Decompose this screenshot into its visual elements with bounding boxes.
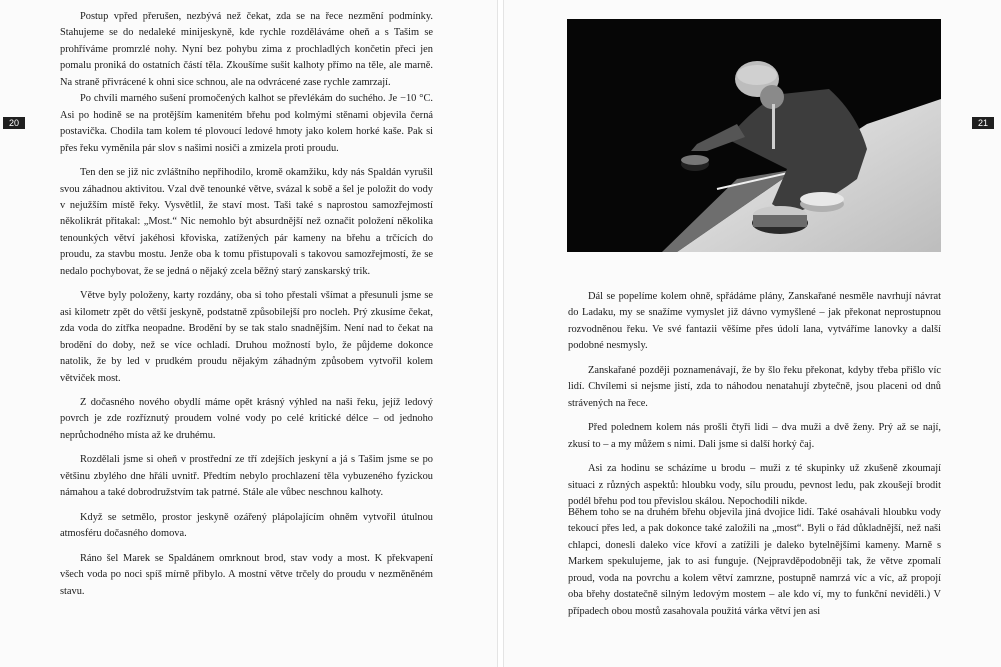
paragraph: Dál se popelíme kolem ohně, spřádáme plány, Zanskařané nesměle navrhují návrat do Ladaku, my se snažíme vymyslet již dávno vymyšlené – jak překonat neprostupnou rozvodněnou řeku. Ve své fantazii věšíme přes údolí lana, vytváříme lanovky a další podobné nesmysly.	[568, 291, 941, 352]
paragraph: Ten den se již nic zvláštního nepřihodilo, kromě okamžiku, kdy nás Spaldán vyrušil svou záhadnou aktivitou. Vzal dvě tenounké větve, svázal k sobě a šel je položit do vody v nejužším místě řeky. Vysvětlil, že staví most. Taši také s naprostou samozřejmostí několikrát přitakal: „Most.“ Nic nemohlo být absurdnější než označit položení několika tenounkých větví jakéhosi křoviska, zatížených pár kameny na břehu a trčících do proudu, za stavbu mostu. Jenže oba k tomu přistupovali s takovou samozřejmostí, že se nedalo pochybovat, že se jedná o nějaký zcela běžný starý zanskarský trik.	[60, 167, 433, 277]
right-text-column-top	[568, 289, 941, 507]
paragraph: Asi za hodinu se scházíme u brodu – muži z té skupinky už zkušeně zkoumají situaci z různých aspektů: hloubku vody, sílu proudu, pevnost ledu, pak zkoušejí brodit podél břehu pod tou převislou skálou. Nepochodili nikde.	[568, 463, 941, 507]
paragraph: Zanskařané později poznamenávají, že by šlo řeku překonat, kdyby třeba přišlo víc lidí. Chvílemi si nejsme jistí, zda to náhodou nenatahují zbytečně, jsou placeni od dnů strávených na řece.	[568, 364, 941, 409]
paragraph: Rozdělali jsme si oheň v prostřední ze tří zdejších jeskyní a já s Tašim jsme se po většinu zbylého dne hřáli uvnitř. Předtím nebylo prochlazení těla vybuzeného fyzickou námahou a také dobrodružstvím tak patrné. Stále ale vůbec neschnou kalhoty.	[60, 454, 433, 499]
page-number-left: 20	[3, 117, 25, 129]
photo-man-at-river-ice	[567, 19, 941, 252]
page-number-right: 21	[972, 117, 994, 129]
paragraph: Před polednem kolem nás prošli čtyři lidi – dva muži a dvě ženy. Prý až se nají, zkusí to – a my můžem s nimi. Dali jsme si další horký čaj.	[568, 422, 941, 450]
paragraph: Ráno šel Marek se Spaldánem omrknout brod, stav vody a most. K překvapení všech voda po noci spíš mírně přibylo. A mostní větve trčely do proudu v nezměněném stavu.	[60, 552, 433, 597]
paragraph: Větve byly položeny, karty rozdány, oba si toho přestali všímat a přesunuli jsme se asi kilometr zpět do větší jeskyně, podstatně způsobilejší pro nocleh. Prý zkusíme čekat, zda voda do zítřka neopadne. Brodění by se tak stalo snadnějším. Není nad to čekat na brodění do doby, než se více ochladí. Druhou možností bylo, že půjdeme dokonce natolik, že by led v prudkém proudu nějakým záhadným způsobem vytvořil kolem větviček most.	[60, 290, 433, 384]
paragraph: Z dočasného nového obydlí máme opět krásný výhled na naši řeku, jejíž ledový povrch je zde rozříznutý proudem volné vody po celé kritické délce – od jednoho neprůchodného místa až ke druhému.	[60, 396, 433, 441]
right-text-column-bottom	[568, 505, 941, 660]
paragraph: Postup vpřed přerušen, nezbývá než čekat, zda se na řece nezmění podmínky. Stahujeme se do nedaleké minijeskyně, kde rychle rozděláváme oheň a s Tašim se prohříváme promrzlé nohy. Nyní bez pohybu zima z prochladlých končetin přeci jen pomalu proniká do ostatních částí těla. Zkoušíme sušit kalhoty přímo na těle, ale marně. Na straně přivrácené k ohni sice schnou, ale na odvrácené zase rychle zamrzají.	[60, 11, 433, 88]
paragraph: Po chvíli marného sušení promočených kalhot se převlékám do suchého. Je −10 °C. Asi po hodině se na protějším kamenitém břehu pod kolmými stěnami objevila černá postavička. Chodila tam kolem té plovoucí ledové hmoty jako kolem horké kaše. Pak si přes řeku vyměnila pár slov s našimi nosiči a zmizela proti proudu.	[60, 93, 433, 154]
paragraph: Během toho se na druhém břehu objevila jiná dvojice lidí. Také osahávali hloubku vody tekoucí přes led, a pak dokonce také založili na „most“. Byli o řád důkladnější, než naši chlapci, donesli daleko více křoví a zatížili je daleko bytelnějšími kameny. Marně s Markem spekulujeme, jak to asi funguje. (Nejpravděpodobněji tak, že větve zpomalí proud, voda na povrchu a kolem větví zamrzne, postupně namrzá víc a víc, až propojí oba břehy dostatečně silným ledovým mostem – ale kdo ví, my to funkční neviděli.) V případech obou mostů zasahovala použitá várka větví jen asi	[568, 507, 941, 617]
left-text-column	[60, 9, 433, 659]
paragraph: Když se setmělo, prostor jeskyně ozářený plápolajícím ohněm vytvořil útulnou atmosféru dočasného domova.	[60, 511, 433, 540]
